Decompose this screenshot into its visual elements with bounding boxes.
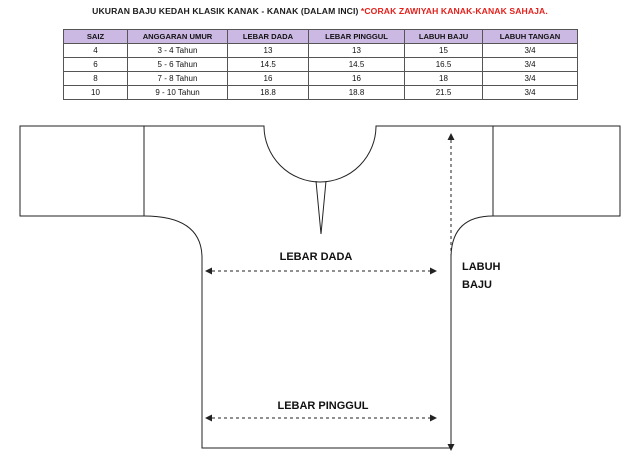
header-size: SAIZ (64, 30, 128, 44)
shirt-length-label-line1: LABUH (462, 261, 501, 273)
cell-hip-width: 13 (309, 44, 405, 58)
heading-title: UKURAN BAJU KEDAH KLASIK KANAK - KANAK (DALAM INCI) (92, 6, 359, 16)
cell-size: 4 (64, 44, 128, 58)
cell-age: 9 - 10 Tahun (128, 86, 228, 100)
cell-shirt-length: 15 (405, 44, 483, 58)
cell-sleeve-length: 3/4 (483, 86, 578, 100)
cell-age: 3 - 4 Tahun (128, 44, 228, 58)
cell-size: 10 (64, 86, 128, 100)
hip-width-label: LEBAR PINGGUL (277, 400, 369, 412)
cell-age: 5 - 6 Tahun (128, 58, 228, 72)
cell-hip-width: 18.8 (309, 86, 405, 100)
header-sleeve-length: LABUH TANGAN (483, 30, 578, 44)
cell-chest-width: 14.5 (228, 58, 309, 72)
cell-sleeve-length: 3/4 (483, 58, 578, 72)
cell-chest-width: 18.8 (228, 86, 309, 100)
heading-note: *CORAK ZAWIYAH KANAK-KANAK SAHAJA. (360, 6, 548, 16)
cell-shirt-length: 21.5 (405, 86, 483, 100)
shirt-length-label-line2: BAJU (462, 279, 492, 291)
cell-chest-width: 13 (228, 44, 309, 58)
cell-shirt-length: 18 (405, 72, 483, 86)
cell-hip-width: 16 (309, 72, 405, 86)
header-hip-width: LEBAR PINGGUL (309, 30, 405, 44)
cell-sleeve-length: 3/4 (483, 44, 578, 58)
chest-width-label: LEBAR DADA (279, 251, 353, 263)
cell-size: 8 (64, 72, 128, 86)
cell-size: 6 (64, 58, 128, 72)
cell-hip-width: 14.5 (309, 58, 405, 72)
cell-shirt-length: 16.5 (405, 58, 483, 72)
cell-age: 7 - 8 Tahun (128, 72, 228, 86)
cell-chest-width: 16 (228, 72, 309, 86)
header-age: ANGGARAN UMUR (128, 30, 228, 44)
header-chest-width: LEBAR DADA (228, 30, 309, 44)
header-shirt-length: LABUH BAJU (405, 30, 483, 44)
neck-slit (316, 181, 326, 234)
cell-sleeve-length: 3/4 (483, 72, 578, 86)
